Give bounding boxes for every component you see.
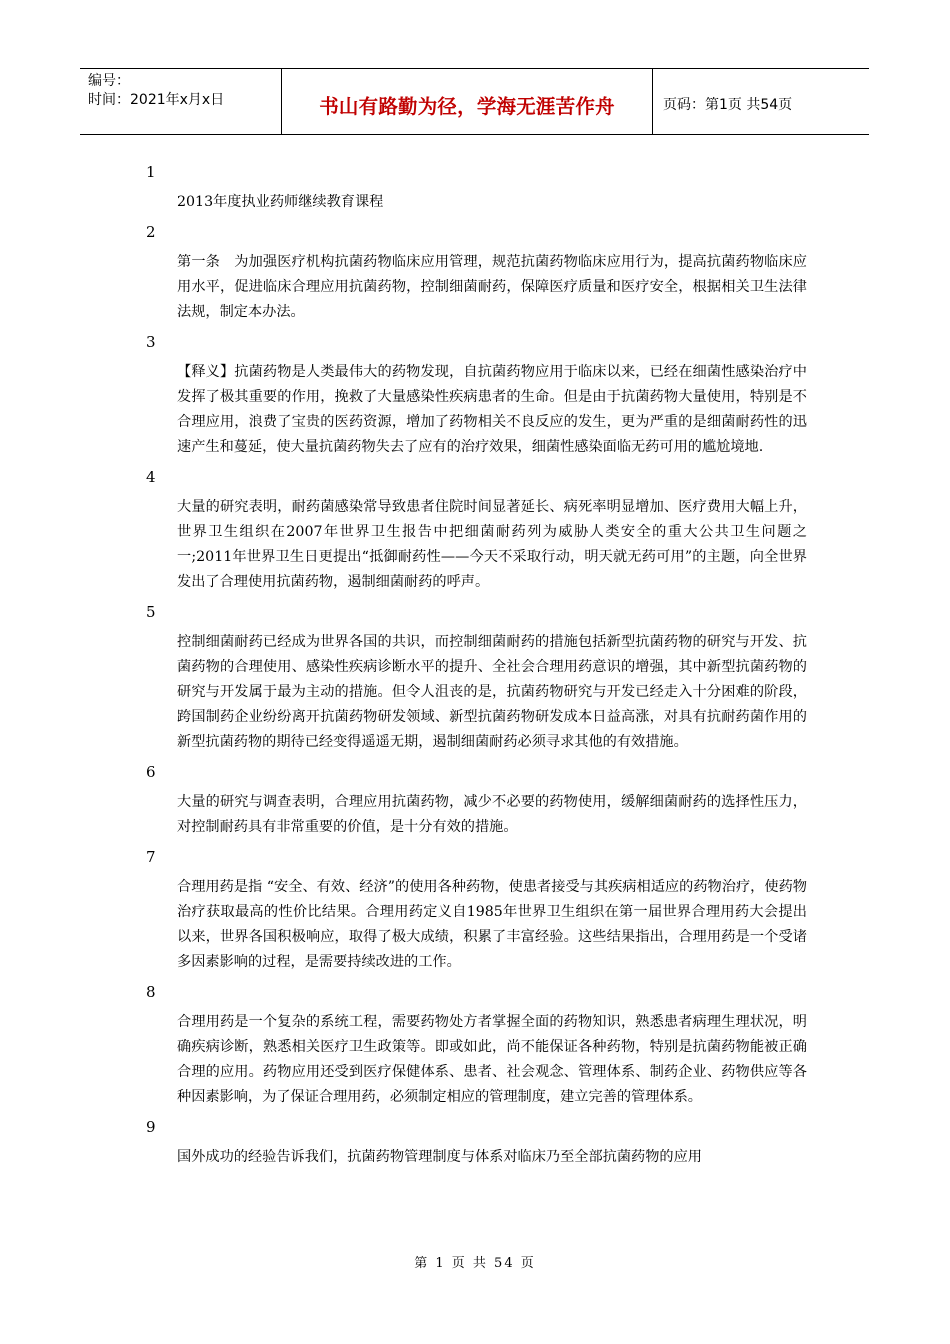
page-footer: 第 1 页 共 54 页: [414, 1256, 536, 1271]
section-text: 【释义】抗菌药物是人类最伟大的药物发现，自抗菌药物应用于临床以来，已经在细菌性感染治疗中发挥了极其重要的作用，挽救了大量感染性疾病患者的生命。但是由于抗菌药物大量使用，特别是不合理应用，浪费了宝贵的医药资源，增加了药物相关不良反应的发生，更为严重的是细菌耐药性的迅速产生和蔓延，使大量抗菌药物失去了应有的治疗效果，细菌性感染面临无药可用的尴尬境地.: [177, 364, 807, 455]
section-text: 合理用药是一个复杂的系统工程，需要药物处方者掌握全面的药物知识，熟悉患者病理生理状况，明确疾病诊断，熟悉相关医疗卫生政策等。即或如此，尚不能保证各种药物，特别是抗菌药物能被正确合理的应用。药物应用还受到医疗保健体系、患者、社会观念、管理体系、制药企业、药物供应等各种因素影响，为了保证合理用药，必须制定相应的管理制度，建立完善的管理体系。: [177, 1014, 807, 1105]
section-8: [146, 980, 826, 1110]
section-number: 6: [146, 763, 156, 781]
section-4: [146, 465, 826, 595]
section-number: 5: [146, 603, 156, 621]
section-number: 1: [146, 163, 156, 181]
header-page-info: 页码：第1页 共54页: [663, 96, 793, 113]
section-number: 2: [146, 223, 156, 241]
section-text: 大量的研究表明，耐药菌感染常导致患者住院时间显著延长、病死率明显增加、医疗费用大幅上升，世界卫生组织在2007年世界卫生报告中把细菌耐药列为威胁人类安全的重大公共卫生问题之一;2011年世界卫生日更提出“抵御耐药性——今天不采取行动，明天就无药可用”的主题，向全世界发出了合理使用抗菌药物，遏制细菌耐药的呼声。: [177, 499, 807, 590]
section-1: [146, 160, 826, 215]
page-header: [80, 68, 869, 135]
section-number: 8: [146, 983, 156, 1001]
section-text: 合理用药是指 “安全、有效、经济”的使用各种药物，使患者接受与其疾病相适应的药物治疗，使药物治疗获取最高的性价比结果。合理用药定义自1985年世界卫生组织在第一届世界合理用药大会提出以来，世界各国积极响应，取得了极大成绩，积累了丰富经验。这些结果指出，合理用药是一个受诸多因素影响的过程，是需要持续改进的工作。: [177, 879, 807, 970]
section-text: 国外成功的经验告诉我们，抗菌药物管理制度与体系对临床乃至全部抗菌药物的应用: [177, 1149, 702, 1165]
section-number: 4: [146, 468, 156, 486]
section-6: [146, 760, 826, 840]
section-7: [146, 845, 826, 975]
header-meta: [80, 69, 282, 134]
header-motto: 书山有路勤为径，学海无涯苦作舟: [282, 69, 653, 134]
date-label: 时间：2021年x月x日: [88, 92, 225, 108]
section-text: 2013年度执业药师继续教育课程: [177, 194, 384, 210]
section-number: 3: [146, 333, 156, 351]
section-text: 控制细菌耐药已经成为世界各国的共识，而控制细菌耐药的措施包括新型抗菌药物的研究与开发、抗菌药物的合理使用、感染性疾病诊断水平的提升、全社会合理用药意识的增强，其中新型抗菌药物的研究与开发属于最为主动的措施。但令人沮丧的是，抗菌药物研究与开发已经走入十分困难的阶段，跨国制药企业纷纷离开抗菌药物研发领域、新型抗菌药物研发成本日益高涨，对具有抗耐药菌作用的新型抗菌药物的期待已经变得遥遥无期，遏制细菌耐药必须寻求其他的有效措施。: [177, 634, 807, 750]
section-text: 大量的研究与调查表明，合理应用抗菌药物，减少不必要的药物使用，缓解细菌耐药的选择性压力，对控制耐药具有非常重要的价值，是十分有效的措施。: [177, 794, 807, 835]
section-text: 第一条 为加强医疗机构抗菌药物临床应用管理，规范抗菌药物临床应用行为，提高抗菌药物临床应用水平，促进临床合理应用抗菌药物，控制细菌耐药，保障医疗质量和医疗安全，根据相关卫生法律法规，制定本办法。: [177, 254, 807, 320]
section-2: [146, 220, 826, 325]
section-5: [146, 600, 826, 755]
section-3: [146, 330, 826, 460]
section-number: 9: [146, 1118, 156, 1136]
document-body: [146, 160, 826, 1175]
section-number: 7: [146, 848, 156, 866]
section-9: [146, 1115, 826, 1170]
number-label: 编号：: [88, 73, 130, 89]
